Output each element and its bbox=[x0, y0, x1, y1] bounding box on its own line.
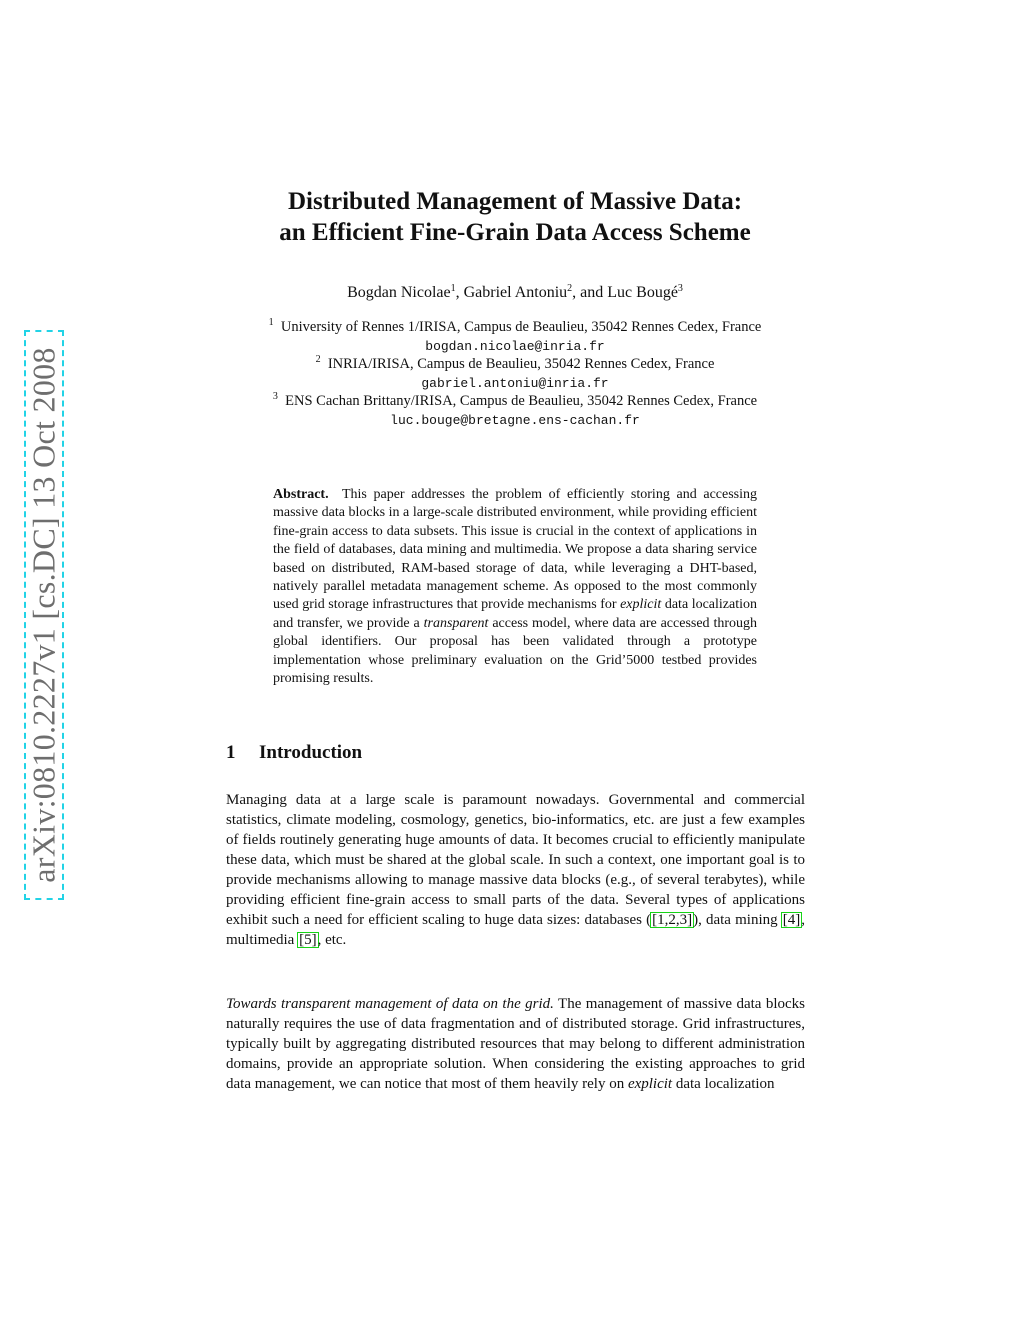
author-separator: , and bbox=[572, 284, 608, 301]
paragraph-text: , etc. bbox=[317, 932, 347, 948]
section-title: Introduction bbox=[259, 742, 363, 763]
author-affiliation-mark: 2 bbox=[567, 283, 573, 294]
section-number: 1 bbox=[226, 742, 236, 763]
author-name: Luc Bougé bbox=[607, 284, 678, 301]
citation-link-1-2-3[interactable] bbox=[651, 913, 693, 927]
citation-number: 2 bbox=[668, 912, 676, 928]
abstract-text: data localization and transfer, we provide a bbox=[273, 597, 757, 631]
arxiv-stamp[interactable] bbox=[24, 330, 64, 900]
abstract bbox=[273, 486, 757, 688]
paper-title-line-2: an Efficient Fine-Grain Data Access Scheme bbox=[279, 219, 751, 246]
paragraph-text: data localization bbox=[672, 1076, 775, 1092]
affiliation-text: INRIA/IRISA, Campus de Beaulieu, 35042 Rennes Cedex, France bbox=[327, 356, 715, 372]
affiliation-1 bbox=[150, 319, 880, 336]
affiliation-text: University of Rennes 1/IRISA, Campus de Beaulieu, 35042 Rennes Cedex, France bbox=[280, 319, 762, 335]
citation-number: 3] bbox=[679, 912, 693, 928]
affiliation-number: 1 bbox=[268, 317, 274, 328]
affiliation-2 bbox=[150, 356, 880, 373]
abstract-text: This paper addresses the problem of efficiently storing and accessing massive data blocks in a large-scale distributed environment, while providing efficient fine-grain access to data subsets. This issue is crucial in the context of applications in the field of databases, data mining and multimedia. We propose a data sharing service based on distributed, RAM-based storage of data, while leveraging a DHT-based, natively parallel metadata management scheme. As opposed to the most commonly used grid storage infrastructures that provide mechanisms for bbox=[273, 487, 758, 613]
affiliation-3 bbox=[150, 393, 880, 410]
author-affiliation-mark: 3 bbox=[677, 283, 683, 294]
author-name: Bogdan Nicolae bbox=[347, 284, 451, 301]
paragraph-text: , multimedia bbox=[226, 912, 805, 948]
author-list bbox=[200, 284, 830, 302]
citation-separator: , bbox=[664, 912, 669, 928]
affiliation-email-3[interactable]: luc.bouge@bretagne.ens-cachan.fr bbox=[390, 413, 640, 428]
citation-separator: , bbox=[675, 912, 680, 928]
author-affiliation-mark: 1 bbox=[450, 283, 456, 294]
intro-paragraph-2 bbox=[226, 994, 805, 1094]
paragraph-title: Towards transparent management of data on the grid. bbox=[226, 996, 554, 1012]
abstract-emphasis: explicit bbox=[620, 597, 662, 613]
affiliation-number: 2 bbox=[315, 354, 321, 365]
affiliation-email-1[interactable]: bogdan.nicolae@inria.fr bbox=[425, 339, 605, 354]
paragraph-text: The management of massive data blocks naturally requires the use of data fragmentation and of distributed storage. Grid infrastructures, typically built by aggregating distributed resources that may belong to different administration domains, provide an appropriate solution. When considering the existing approaches to grid data management, we can notice that most of them heavily rely on bbox=[226, 996, 805, 1092]
section-heading bbox=[226, 742, 362, 764]
abstract-label: Abstract. bbox=[273, 487, 329, 502]
author-name: Gabriel Antoniu bbox=[463, 284, 568, 301]
paper-title-line-1: Distributed Management of Massive Data: bbox=[287, 188, 743, 215]
paragraph-text: Managing data at a large scale is paramount nowadays. Governmental and commercial statistics, climate modeling, cosmology, genetics, bio-informatics, etc. are just a few examples of fields routinely generating huge amounts of data. It becomes crucial to efficiently manipulate these data, which must be shared at the global scale. In such a context, one important goal is to provide mechanisms allowing to manage massive data blocks (e.g., of several terabytes), while providing efficient fine-grain access to small parts of the data. Several types of applications exhibit such a need for efficient scaling to huge data sizes: databases ( bbox=[226, 792, 805, 928]
affiliation-text: ENS Cachan Brittany/IRISA, Campus de Beaulieu, 35042 Rennes Cedex, France bbox=[285, 393, 758, 409]
affiliation-email-2[interactable]: gabriel.antoniu@inria.fr bbox=[421, 376, 609, 391]
abstract-emphasis: transparent bbox=[423, 615, 489, 631]
abstract-text: access model, where data are accessed through global identifiers. Our proposal has been validated through a prototype implementation whose preliminary evaluation on the Grid’5000 testbed provides promising results. bbox=[273, 615, 757, 687]
arxiv-id: arXiv:0810.2227v1 [cs.DC] 13 Oct 2008 bbox=[25, 347, 62, 883]
paragraph-emphasis: explicit bbox=[627, 1076, 673, 1092]
paragraph-text: ), data mining bbox=[693, 912, 782, 928]
intro-paragraph-1 bbox=[226, 790, 805, 950]
citation-link-5[interactable]: [5] bbox=[299, 932, 317, 948]
citation-number: [1 bbox=[652, 912, 665, 928]
affiliation-number: 3 bbox=[272, 391, 278, 402]
citation-link-4[interactable]: [4] bbox=[782, 912, 801, 928]
author-separator: , bbox=[455, 284, 464, 301]
